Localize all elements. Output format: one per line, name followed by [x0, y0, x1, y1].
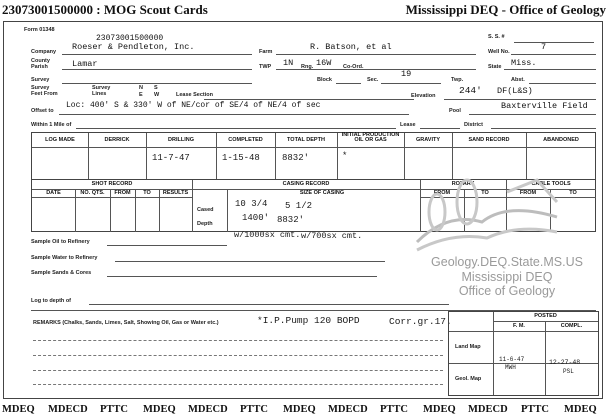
sample-sands-label: Sample Sands & Cores [31, 270, 92, 276]
depth-label: Depth [197, 221, 213, 227]
casing-depth-2: 8832' [277, 215, 305, 225]
mdeq-seal-watermark [407, 172, 567, 262]
rng-value: 16W [316, 58, 332, 68]
casing-depth-1: 1400' [242, 213, 270, 223]
footer-mdeq-4: MDEQ [423, 404, 456, 415]
footer-mdecd-4: MDECD [468, 404, 508, 415]
header-sand-record: SAND RECORD [468, 137, 510, 143]
pool-value: Baxterville Field [501, 101, 588, 111]
land-compl-date: 12-27-48 [549, 359, 581, 366]
county-value: Lamar [72, 59, 98, 69]
abst-label: Abst. [511, 77, 525, 83]
farm-value: R. Batson, et al [310, 42, 392, 52]
county-label: County Parish [31, 58, 50, 70]
state-label: State [488, 64, 502, 70]
casing-size-1: 10 3/4 [235, 199, 268, 209]
footer-mdeq-2: MDEQ [143, 404, 176, 415]
lease-section-label: Lease Section [176, 92, 213, 98]
offset-label: Offset to [31, 108, 54, 114]
cable-tools-title: CABLE TOOLS [531, 181, 571, 187]
footer-mdeq-3: MDEQ [283, 404, 316, 415]
header-log-made: LOG MADE [45, 137, 75, 143]
posted-title: POSTED [534, 313, 557, 319]
footer-pttc-2: PTTC [240, 404, 269, 415]
well-no-value: 7 [541, 42, 547, 52]
log-depth-label: Log to depth of [31, 298, 72, 304]
footer-pttc-1: PTTC [100, 404, 129, 415]
district-label: District [464, 122, 483, 128]
correlation-note: Corr.gr.17. [389, 316, 452, 327]
footer-mdecd-2: MDECD [188, 404, 228, 415]
e-label: E [139, 92, 143, 98]
footer-pttc-3: PTTC [380, 404, 409, 415]
sec-value: 19 [401, 69, 412, 79]
cable-to-header: TO [569, 190, 577, 196]
header-completed: COMPLETED [228, 137, 263, 143]
rng-label: Rng. [301, 64, 314, 70]
land-fm-initials: MWH [505, 364, 516, 371]
header-initial-production: INITIAL PRODUCTION OIL OR GAS [341, 132, 400, 143]
offset-value: Loc: 400' S & 330' W of NE/cor of SE/4 of NE/4 of sec [66, 101, 321, 110]
land-compl-initials: PSL [563, 368, 574, 375]
footer-mdecd-3: MDECD [328, 404, 368, 415]
survey-label: Survey [31, 77, 50, 83]
n-label: N [139, 85, 143, 91]
sss-label: S. S. # [488, 34, 505, 40]
header-drilling: DRILLING [168, 137, 194, 143]
farm-label: Farm [259, 49, 273, 55]
survey-lines-label: Survey Lines [92, 85, 111, 97]
watermark-line-3: Office of Geology [458, 284, 556, 298]
survey-feet-label: Survey Feet From [31, 85, 58, 97]
cement-note-2: w/700sx cmt. [301, 231, 363, 241]
sec-label: Sec. [367, 77, 379, 83]
pool-label: Pool [449, 108, 461, 114]
document-id-title: 23073001500000 : MOG Scout Cards [2, 2, 208, 17]
company-label: Company [31, 49, 57, 55]
coord-label: Co-Ord. [343, 64, 364, 70]
sample-oil-label: Sample Oil to Refinery [31, 239, 90, 245]
footer-mdeq-5: MDEQ [564, 404, 597, 415]
posted-fm-header: F. M. [513, 323, 525, 329]
rotary-to-header: TO [481, 190, 489, 196]
header-gravity: GRAVITY [415, 137, 441, 143]
elevation-label: Elevation [411, 93, 436, 99]
remarks-label: REMARKS (Chalks, Sands, Limes, Salt, Showing Oil, Gas or Water etc.) [33, 320, 219, 326]
lease-label: Lease [400, 122, 416, 128]
shot-qts-header: NO. QTS. [80, 190, 105, 196]
size-of-casing-label: SIZE OF CASING [299, 190, 345, 196]
geol-map-label: Geol. Map [455, 376, 482, 382]
shot-record-title: SHOT RECORD [91, 181, 133, 187]
form-number: Form 01348 [24, 27, 55, 33]
cased-label: Cased [197, 207, 214, 213]
footer-pttc-4: PTTC [521, 404, 550, 415]
footer-mdecd-1: MDECD [48, 404, 88, 415]
s-label: S [154, 85, 158, 91]
twp2-label: Twp. [451, 77, 464, 83]
watermark-line-2: Mississippi DEQ [461, 270, 553, 284]
remarks-text: *I.P.Pump 120 BOPD [257, 315, 360, 326]
shot-date-header: DATE [46, 190, 61, 196]
twp-label: TWP [259, 64, 272, 70]
scout-card [3, 21, 603, 399]
well-no-label: Well No. [488, 49, 510, 55]
posted-box [448, 311, 599, 396]
header-total-depth: TOTAL DEPTH [287, 137, 325, 143]
rotary-title: ROTARY [451, 181, 475, 187]
watermark-line-1: Geology.DEQ.State.MS.US [431, 255, 583, 269]
footer-mdeq-1: MDEQ [2, 404, 35, 415]
posted-compl-header: COMPL. [560, 323, 583, 329]
shot-to-header: TO [143, 190, 151, 196]
state-value: Miss. [511, 58, 537, 68]
land-map-label: Land Map [455, 344, 481, 350]
within-label: Within 1 Mile of [31, 122, 72, 128]
elevation-value: 244' [459, 85, 482, 96]
twp-value: 1N [283, 58, 294, 68]
header-abandoned: ABANDONED [543, 137, 579, 143]
cement-note-1: w/1000sx cmt. [234, 230, 301, 240]
drilling-date: 11-7-47 [152, 153, 190, 163]
shot-from-header: FROM [114, 190, 131, 196]
cable-from-header: FROM [519, 190, 537, 196]
sample-water-label: Sample Water to Refinery [31, 255, 98, 261]
company-value: Roeser & Pendleton, Inc. [72, 42, 195, 52]
elevation-unit: DF(L&S) [497, 86, 533, 96]
agency-title: Mississippi DEQ - Office of Geology [405, 2, 606, 17]
shot-results-header: RESULTS [162, 190, 189, 196]
total-depth-value: 8832' [282, 153, 310, 163]
block-label: Block [317, 77, 332, 83]
land-fm-date: 11-6-47 [499, 356, 525, 363]
casing-size-2: 5 1/2 [285, 201, 313, 211]
rotary-from-header: FROM [433, 190, 451, 196]
casing-record-title: CASING RECORD [282, 181, 330, 187]
w-label: W [154, 92, 160, 98]
header-derrick: DERRICK [104, 137, 130, 143]
completed-date: 1-15-48 [222, 153, 260, 163]
initial-production-value: * [342, 151, 348, 161]
card-id: 23073001500000 [96, 34, 164, 43]
